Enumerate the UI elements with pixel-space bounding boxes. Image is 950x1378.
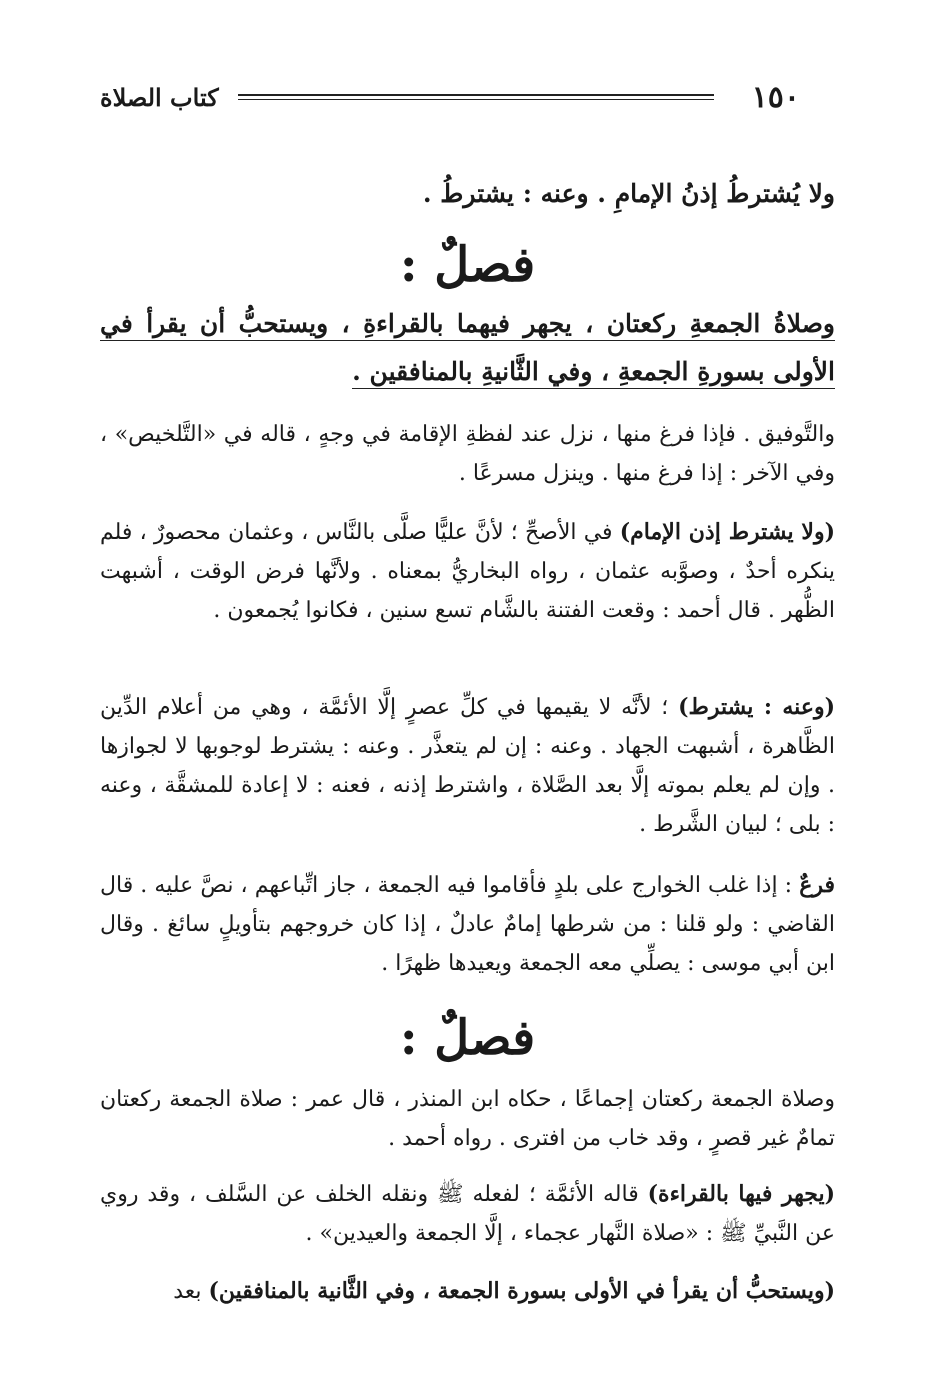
commentary-paragraph xyxy=(100,415,835,493)
matn-line: ولا يُشترطُ إذنُ الإمامِ . وعنه : يشترطُ . xyxy=(422,179,835,208)
commentary-text: ؛ لأنَّه لا يقيمها في كلِّ عصرٍ إلَّا الأئمَّة ، وهي من أعلام الدِّين الظَّاهرة ، أشبهت الجهاد . وعنه : إن لم يتعذَّر . وعنه : يشترط لوجوبها لا لجوازها . وإن لم يعلم بموته إلَّا بعد الصَّلاة ، واشترط إذنه ، فعنه : لا إعادة للمشقَّة ، وعنه : بلى ؛ لبيان الشَّرط . xyxy=(100,695,835,837)
commentary-text: وصلاة الجمعة ركعتان إجماعًا ، حكاه ابن المنذر ، قال عمر : صلاة الجمعة ركعتان تمامٌ غير قصرٍ ، وقد خاب من افترى . رواه أحمد . xyxy=(100,1087,835,1151)
header-rule xyxy=(238,94,714,100)
commentary-lead: (ولا يشترط إذن الإمام) xyxy=(619,519,835,545)
commentary-lead: (يجهر فيها بالقراءة) xyxy=(647,1181,835,1207)
commentary-paragraph xyxy=(100,688,835,844)
section-heading: فصلٌ : xyxy=(399,237,536,293)
commentary-paragraph xyxy=(100,1272,835,1311)
page-header xyxy=(100,80,800,120)
commentary-paragraph xyxy=(100,866,835,983)
commentary-text: والتَّوفيق . فإذا فرغ منها ، نزل عند لفظةِ الإقامة في وجهٍ ، قاله في «التَّلخيص» ، وفي الآخر : إذا فرغ منها . وينزل مسرعًا . xyxy=(100,422,835,486)
commentary-paragraph xyxy=(100,1175,835,1253)
commentary-text: في الأصحِّ ؛ لأنَّ عليًّا صلَّى بالنَّاس ، وعثمان محصورٌ ، فلم ينكره أحدٌ ، وصوَّبه عثمان ، رواه البخاريُّ بمعناه . ولأنَّها فرض الوقت ، أشبهت الظُّهر . قال أحمد : وقعت الفتنة بالشَّام تسع سنين ، فكانوا يُجمعون . xyxy=(100,520,835,623)
commentary-lead: فرعٌ xyxy=(799,872,835,898)
commentary-paragraph xyxy=(100,1080,835,1158)
commentary-text: قاله الأئمَّة ؛ لفعله ﷺ ونقله الخلف عن السَّلف ، وقد روي عن النَّبيِّ ﷺ : «صلاة النَّهار عجماء ، إلَّا الجمعة والعيدين» . xyxy=(100,1182,835,1246)
commentary-lead: (وعنه : يشترط) xyxy=(678,694,835,720)
page-number: ١٥٠ xyxy=(751,80,800,115)
commentary-lead: (ويستحبُّ أن يقرأ في الأولى بسورة الجمعة ، وفي الثَّانية بالمنافقين) xyxy=(208,1278,835,1304)
commentary-text: : إذا غلب الخوارج على بلدٍ فأقاموا فيه الجمعة ، جاز اتِّباعهم ، نصَّ عليه . قال القاضي : ولو قلنا : من شرطها إمامٌ عادلٌ ، إذا كان خروجهم بتأويلٍ سائغ . وقال ابن أبي موسى : يصلِّي معه الجمعة ويعيدها ظهرًا . xyxy=(100,873,835,976)
section-heading: فصلٌ : xyxy=(399,1010,536,1066)
book-title: كتاب الصلاة xyxy=(100,83,219,112)
matn-text: وصلاةُ الجمعةِ ركعتان ، يجهر فيهما بالقراءةِ ، ويستحبُّ أن يقرأ في الأولى بسورةِ الجمعةِ ، وفي الثَّانيةِ بالمنافقين . xyxy=(100,309,835,389)
matn-paragraph xyxy=(100,300,835,396)
commentary-paragraph xyxy=(100,513,835,630)
commentary-text: بعد xyxy=(173,1279,202,1304)
